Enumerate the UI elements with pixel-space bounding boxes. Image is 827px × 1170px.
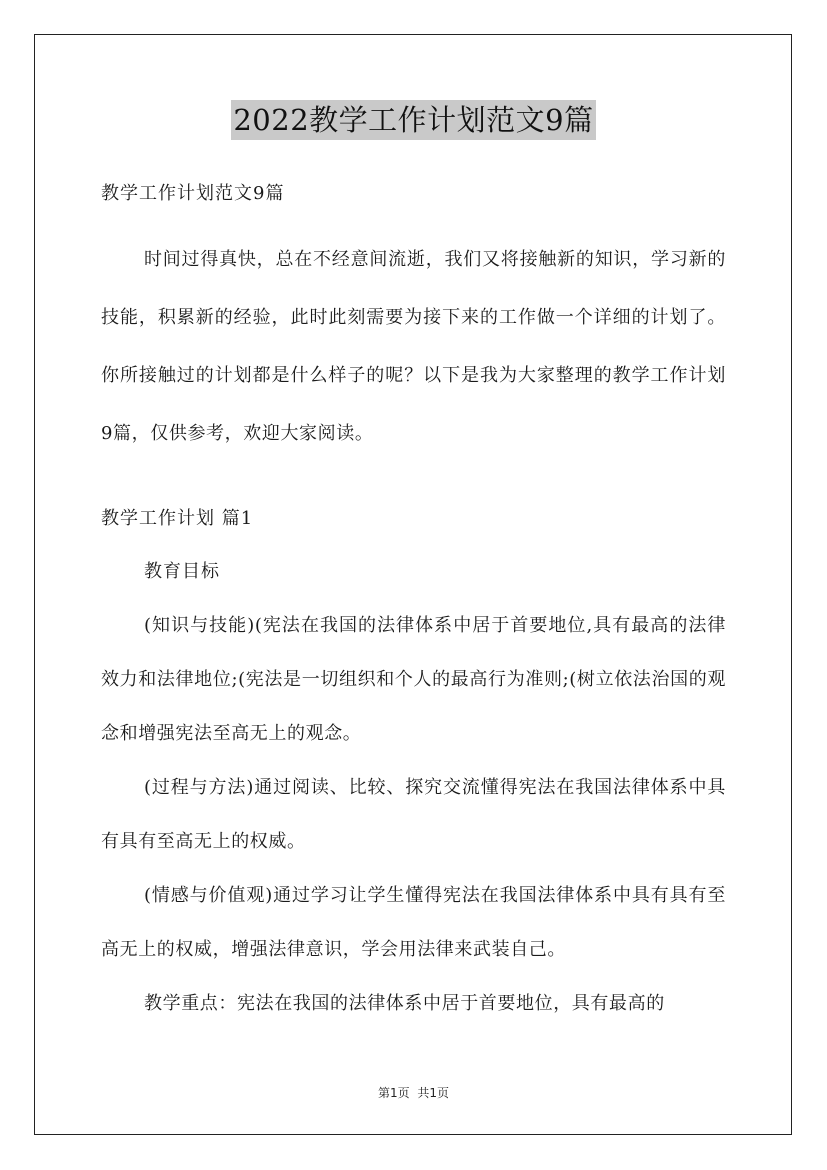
page-total: 共1页 [417, 1086, 450, 1100]
section-subheading: 教育目标 [144, 561, 220, 582]
page-number: 第1页 [377, 1086, 410, 1100]
section-heading: 教学工作计划 篇1 [101, 508, 254, 529]
body-paragraph: 教学重点：宪法在我国的法律体系中居于首要地位，具有最高的 [144, 993, 665, 1014]
body-paragraph: (知识与技能)(宪法在我国的法律体系中居于首要地位,具有最高的法律效力和法律地位;(宪法是一切组织和个人的最高行为准则;(树立依法治国的观念和增强宪法至高无上的观念。 [101, 615, 726, 744]
document-subtitle: 教学工作计划范文9篇 [101, 183, 285, 204]
title-container [0, 100, 827, 140]
body-paragraph: (过程与方法)通过阅读、比较、探究交流懂得宪法在我国法律体系中具有具有至高无上的权威。 [101, 777, 726, 852]
document-title: 2022教学工作计划范文9篇 [231, 100, 595, 140]
body-paragraph: (情感与价值观)通过学习让学生懂得宪法在我国法律体系中具有具有至高无上的权威，增强法律意识，学会用法律来武装自己。 [101, 885, 726, 960]
intro-paragraph: 时间过得真快，总在不经意间流逝，我们又将接触新的知识，学习新的技能，积累新的经验，此时此刻需要为接下来的工作做一个详细的计划了。你所接触过的计划都是什么样子的呢？以下是我为大家整理的教学工作计划9篇，仅供参考，欢迎大家阅读。 [101, 249, 726, 444]
page-footer [0, 1084, 827, 1101]
